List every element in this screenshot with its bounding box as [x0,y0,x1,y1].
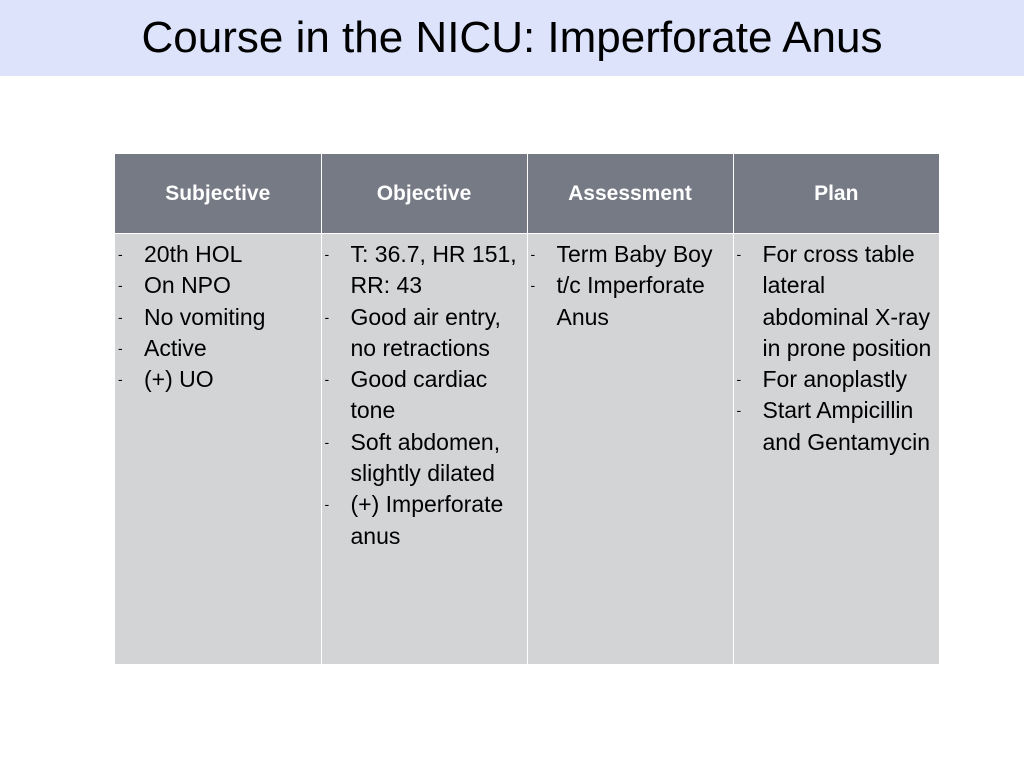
list-item [115,239,321,270]
list-item-text: Good cardiac tone [350,366,488,424]
assessment-list [528,239,733,333]
list-item [528,270,733,333]
plan-cell [733,234,939,665]
list-item-text: Start Ampicillin and Gentamycin [762,397,930,455]
list-item [322,364,527,427]
bullet-dash: - [736,402,742,419]
subjective-cell [115,234,321,665]
bullet-dash: - [736,246,742,262]
list-item-text: (+) UO [144,366,214,393]
list-item-text: Active [144,334,207,361]
list-item-text: Soft abdomen, slightly dilated [350,428,501,487]
list-item [734,239,940,364]
plan-list [734,239,940,458]
header-objective: Objective [321,154,527,234]
bullet-dash: - [324,496,330,513]
list-item [115,270,321,301]
list-item [322,239,527,302]
header-assessment: Assessment [527,154,733,234]
bullet-dash: - [530,246,536,262]
header-plan: Plan [733,154,939,234]
list-item-text: 20th HOL [144,241,243,267]
bullet-dash: - [118,339,123,356]
bullet-dash: - [118,246,123,262]
bullet-dash: - [118,277,123,294]
list-item-text: (+) Imperforate anus [350,491,504,549]
list-item-text: No vomiting [144,303,266,330]
list-item [528,239,733,270]
bullet-dash: - [118,371,123,388]
bullet-dash: - [324,308,330,325]
list-item-text: On NPO [144,272,231,299]
objective-list [322,239,527,552]
header-row [115,154,939,234]
assessment-cell [527,234,733,665]
list-item-text: T: 36.7, HR 151, RR: 43 [350,241,517,299]
bullet-dash: - [324,246,330,262]
bullet-dash: - [324,371,330,388]
list-item-text: For anoplastly [762,366,907,393]
list-item-text: For cross table lateral abdominal X-ray in prone position [762,241,932,361]
list-item-text: Term Baby Boy [556,241,713,267]
list-item [734,395,940,458]
list-item [115,302,321,333]
objective-cell [321,234,527,665]
content-row [115,234,939,665]
list-item-text: t/c Imperforate Anus [556,272,705,330]
list-item [734,364,940,395]
bullet-dash: - [324,433,330,450]
header-subjective: Subjective [115,154,321,234]
bullet-dash: - [736,371,742,388]
list-item [115,333,321,364]
bullet-dash: - [530,277,536,294]
list-item-text: Good air entry, no retractions [350,303,501,361]
subjective-list [115,239,321,395]
list-item [322,427,527,490]
bullet-dash: - [118,308,123,325]
list-item [322,489,527,552]
list-item [115,364,321,395]
soap-table [115,154,939,664]
list-item [322,302,527,365]
slide-title: Course in the NICU: Imperforate Anus [141,13,883,62]
